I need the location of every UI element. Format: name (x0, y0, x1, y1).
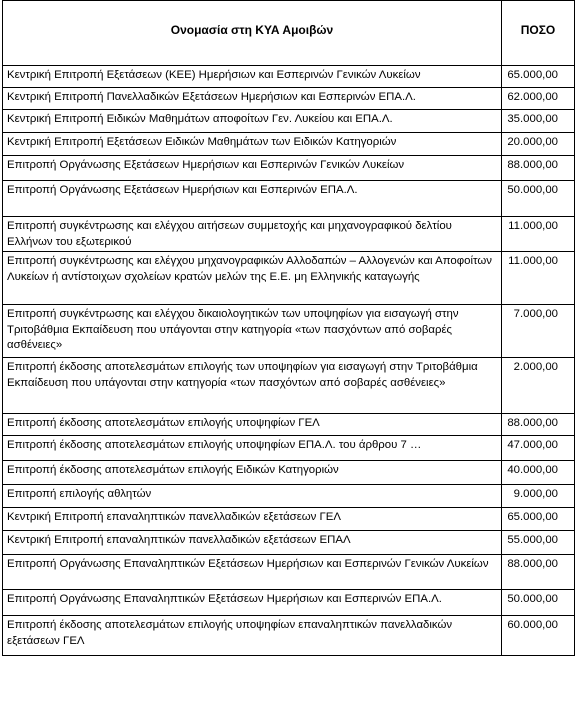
fees-table (2, 0, 575, 656)
table-row (3, 616, 575, 656)
row-amount-cell: 65.000,00 (502, 66, 575, 88)
row-name-cell: Επιτροπή έκδοσης αποτελεσμάτων επιλογής υποψηφίων ΕΠΑ.Λ. του άρθρου 7 … (3, 436, 502, 461)
table-row (3, 590, 575, 616)
table-row (3, 436, 575, 461)
table-row (3, 461, 575, 485)
row-amount-cell: 2.000,00 (502, 358, 575, 414)
row-amount-cell: 11.000,00 (502, 252, 575, 305)
row-amount-cell: 88.000,00 (502, 414, 575, 436)
row-amount-cell: 35.000,00 (502, 110, 575, 133)
row-name-cell: Επιτροπή έκδοσης αποτελεσμάτων επιλογής Ειδικών Κατηγοριών (3, 461, 502, 485)
row-name-cell: Κεντρική Επιτροπή Εξετάσεων (ΚΕΕ) Ημερήσιων και Εσπερινών Γενικών Λυκείων (3, 66, 502, 88)
row-amount-cell: 55.000,00 (502, 531, 575, 555)
row-name-cell: Επιτροπή έκδοσης αποτελεσμάτων επιλογής υποψηφίων ΓΕΛ (3, 414, 502, 436)
row-amount-cell: 60.000,00 (502, 616, 575, 656)
row-amount-cell: 47.000,00 (502, 436, 575, 461)
row-name-cell: Επιτροπή συγκέντρωσης και ελέγχου μηχανογραφικών Αλλοδαπών – Αλλογενών και Αποφοίτων Λυκείων ή αντίστοιχων σχολείων κρατών μελών της Ε.Ε. μη Ελληνικής καταγωγής (3, 252, 502, 305)
row-amount-cell: 20.000,00 (502, 133, 575, 156)
row-name-cell: Επιτροπή επιλογής αθλητών (3, 485, 502, 508)
row-name-cell: Επιτροπή συγκέντρωσης και ελέγχου αιτήσεων συμμετοχής και μηχανογραφικού δελτίου Ελλήνων του εξωτερικού (3, 217, 502, 252)
table-row (3, 133, 575, 156)
row-name-cell: Επιτροπή Οργάνωσης Εξετάσεων Ημερήσιων και Εσπερινών Γενικών Λυκείων (3, 156, 502, 181)
row-name-cell: Κεντρική Επιτροπή Πανελλαδικών Εξετάσεων Ημερήσιων και Εσπερινών ΕΠΑ.Λ. (3, 88, 502, 110)
row-name-cell: Κεντρική Επιτροπή Ειδικών Μαθημάτων αποφοίτων Γεν. Λυκείου και ΕΠΑ.Λ. (3, 110, 502, 133)
table-row (3, 358, 575, 414)
table-row (3, 485, 575, 508)
table-row (3, 66, 575, 88)
table-row (3, 555, 575, 590)
row-name-cell: Επιτροπή Οργάνωσης Επαναληπτικών Εξετάσεων Ημερήσιων και Εσπερινών ΕΠΑ.Λ. (3, 590, 502, 616)
table-row (3, 414, 575, 436)
row-amount-cell: 88.000,00 (502, 555, 575, 590)
row-name-cell: Επιτροπή έκδοσης αποτελεσμάτων επιλογής υποψηφίων επαναληπτικών πανελλαδικών εξετάσεων ΓΕΛ (3, 616, 502, 656)
table-row (3, 217, 575, 252)
row-name-cell: Κεντρική Επιτροπή Εξετάσεων Ειδικών Μαθημάτων των Ειδικών Κατηγοριών (3, 133, 502, 156)
table-row (3, 110, 575, 133)
row-amount-cell: 7.000,00 (502, 305, 575, 358)
table-row (3, 181, 575, 217)
row-name-cell: Επιτροπή Οργάνωσης Επαναληπτικών Εξετάσεων Ημερήσιων και Εσπερινών Γενικών Λυκείων (3, 555, 502, 590)
table-row (3, 252, 575, 305)
row-amount-cell: 40.000,00 (502, 461, 575, 485)
table-row (3, 156, 575, 181)
row-amount-cell: 9.000,00 (502, 485, 575, 508)
table-row (3, 305, 575, 358)
row-name-cell: Επιτροπή Οργάνωσης Εξετάσεων Ημερήσιων και Εσπερινών ΕΠΑ.Λ. (3, 181, 502, 217)
row-name-cell: Κεντρική Επιτροπή επαναληπτικών πανελλαδικών εξετάσεων ΕΠΑΛ (3, 531, 502, 555)
column-header-amount: ΠΟΣΟ (502, 1, 575, 66)
row-name-cell: Κεντρική Επιτροπή επαναληπτικών πανελλαδικών εξετάσεων ΓΕΛ (3, 508, 502, 531)
table-row (3, 531, 575, 555)
row-name-cell: Επιτροπή συγκέντρωσης και ελέγχου δικαιολογητικών των υποψηφίων για εισαγωγή στην Τριτοβάθμια Εκπαίδευση που υπάγονται στην κατηγορία «των πασχόντων από σοβαρές ασθένειες» (3, 305, 502, 358)
row-amount-cell: 11.000,00 (502, 217, 575, 252)
row-amount-cell: 88.000,00 (502, 156, 575, 181)
column-header-name: Ονομασία στη ΚΥΑ Αμοιβών (3, 1, 502, 66)
table-row (3, 88, 575, 110)
row-amount-cell: 62.000,00 (502, 88, 575, 110)
row-amount-cell: 50.000,00 (502, 590, 575, 616)
row-name-cell: Επιτροπή έκδοσης αποτελεσμάτων επιλογής των υποψηφίων για εισαγωγή στην Τριτοβάθμια Εκπαίδευση που υπάγονται στην κατηγορία «των πασχόντων από σοβαρές ασθένειες» (3, 358, 502, 414)
row-amount-cell: 65.000,00 (502, 508, 575, 531)
row-amount-cell: 50.000,00 (502, 181, 575, 217)
table-row (3, 508, 575, 531)
header-row (3, 1, 575, 66)
